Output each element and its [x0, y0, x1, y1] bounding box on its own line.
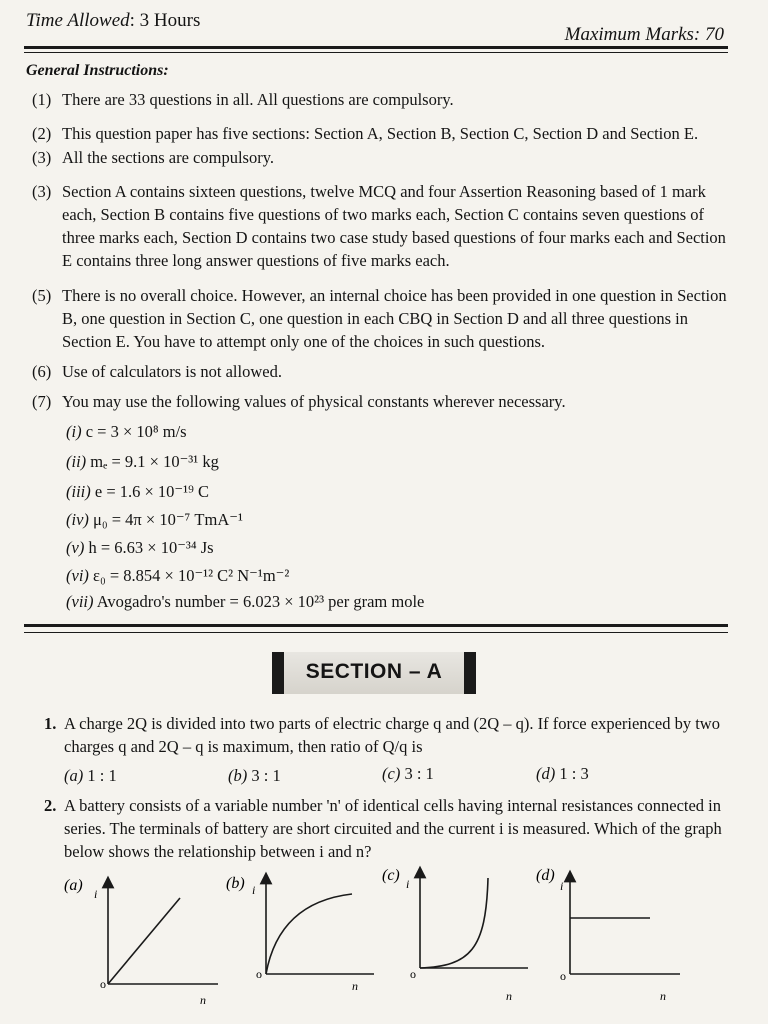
- instruction-number: (6): [32, 362, 52, 381]
- graph-x-label: n: [506, 989, 512, 1003]
- constant-value: ε₀ = 8.854 × 10⁻¹² C² N⁻¹m⁻²: [93, 566, 290, 585]
- graph-x-label: n: [352, 979, 358, 993]
- time-allowed-value: : 3 Hours: [129, 10, 201, 31]
- instruction-text: There is no overall choice. However, an internal choice has been provided in one question in Section B, one question in Section C, one question in each CBQ in Section D and all three questions in Section E. You have to attempt only one of the choices in such questions.: [62, 286, 727, 351]
- question-text: A battery consists of a variable number 'n' of identical cells having internal resistances connected in series. The terminals of battery are short circuited and the current i is measured. Which of the graph below shows the relationship between i and n?: [64, 796, 722, 861]
- instruction-item: [32, 88, 728, 111]
- graph-y-label: i: [94, 887, 98, 901]
- general-instructions-title: General Instructions:: [26, 62, 169, 79]
- constant-permeability: [66, 510, 243, 530]
- constant-index: (iv): [66, 510, 89, 529]
- maximum-marks: Maximum Marks: 70: [564, 24, 724, 45]
- constant-index: (v): [66, 538, 85, 557]
- question-number: 1.: [44, 714, 57, 733]
- instruction-number: (1): [32, 90, 52, 109]
- header-rule: [24, 46, 728, 49]
- q2-graph-c[interactable]: [382, 867, 528, 1003]
- instruction-item: [32, 146, 728, 169]
- option-text: 3 : 1: [404, 764, 434, 783]
- section-rule: [24, 624, 728, 627]
- option-label: (c): [382, 764, 401, 783]
- q2-graph-b[interactable]: [226, 875, 374, 993]
- instruction-text: All the sections are compulsory.: [62, 148, 275, 167]
- instruction-number: (3): [32, 148, 52, 167]
- section-title: SECTION – A: [305, 660, 443, 683]
- constant-speed-of-light: [66, 422, 187, 442]
- constant-index: (ii): [66, 452, 87, 471]
- constant-electron-mass: [66, 452, 219, 472]
- instruction-text: You may use the following values of physical constants wherever necessary.: [62, 392, 566, 411]
- graph-curve: [420, 878, 488, 968]
- constant-permittivity: [66, 566, 289, 586]
- constant-value: Avogadro's number = 6.023 × 10²³ per gram mole: [96, 592, 425, 611]
- graph-label: (a): [64, 877, 83, 894]
- banner-bar-left: [272, 652, 284, 694]
- q1-option-a[interactable]: [64, 766, 117, 786]
- constant-index: (vii): [66, 592, 94, 611]
- option-label: (b): [228, 766, 248, 785]
- graph-curve: [266, 894, 352, 974]
- graph-y-label: i: [560, 879, 564, 893]
- graph-label: (d): [536, 867, 555, 884]
- constant-index: (vi): [66, 566, 89, 585]
- q1-option-c[interactable]: [382, 764, 434, 784]
- constant-value: h = 6.63 × 10⁻³⁴ Js: [88, 538, 214, 557]
- constant-value: c = 3 × 10⁸ m/s: [85, 422, 187, 441]
- instruction-item: [32, 360, 728, 383]
- instruction-number: (5): [32, 286, 52, 305]
- graph-y-label: i: [252, 883, 256, 897]
- q2-graph-options: [0, 860, 768, 1010]
- instruction-item: [32, 180, 728, 272]
- constant-value: μ₀ = 4π × 10⁻⁷ TmA⁻¹: [93, 510, 243, 529]
- graph-origin-label: o: [100, 977, 106, 991]
- instruction-number: (2): [32, 124, 52, 143]
- instruction-text: Section A contains sixteen questions, twelve MCQ and four Assertion Reasoning based of 1 mark each, Section B contains five questions of two marks each, Section C contains seven questions of three marks each, Section D contains two case study based questions of four marks each and Section E contains three long answer questions of five marks each.: [62, 182, 726, 270]
- option-text: 1 : 3: [559, 764, 589, 783]
- graph-x-label: n: [200, 993, 206, 1007]
- banner-bar-right: [464, 652, 476, 694]
- option-text: 1 : 1: [87, 766, 117, 785]
- graph-origin-label: o: [560, 969, 566, 983]
- time-allowed: [26, 10, 200, 32]
- constant-index: (i): [66, 422, 82, 441]
- option-text: 3 : 1: [251, 766, 281, 785]
- instruction-item: [32, 390, 728, 413]
- graph-origin-label: o: [410, 967, 416, 981]
- instruction-item: [32, 284, 728, 353]
- instruction-text: There are 33 questions in all. All questions are compulsory.: [62, 90, 454, 109]
- header-rule-thin: [24, 52, 728, 53]
- graph-label: (c): [382, 867, 400, 884]
- option-label: (a): [64, 766, 84, 785]
- section-a-banner: [272, 652, 476, 694]
- instruction-item: [32, 122, 728, 145]
- graph-y-label: i: [406, 877, 410, 891]
- q1-option-d[interactable]: [536, 764, 589, 784]
- question-text: A charge 2Q is divided into two parts of electric charge q and (2Q – q). If force experienced by two charges q and 2Q – q is maximum, then ratio of Q/q is: [64, 714, 720, 756]
- constant-index: (iii): [66, 482, 91, 501]
- graph-origin-label: o: [256, 967, 262, 981]
- constant-planck: [66, 538, 214, 558]
- option-label: (d): [536, 764, 556, 783]
- constant-value: e = 1.6 × 10⁻¹⁹ C: [94, 482, 209, 501]
- graph-curve: [108, 898, 180, 984]
- constant-avogadro: [66, 592, 424, 612]
- instruction-number: (7): [32, 392, 52, 411]
- question-1: [44, 712, 730, 758]
- section-rule-thin: [24, 632, 728, 633]
- instruction-number: (3): [32, 182, 52, 201]
- instruction-text: This question paper has five sections: Section A, Section B, Section C, Section D and Section E.: [62, 124, 699, 143]
- q1-option-b[interactable]: [228, 766, 281, 786]
- constant-electron-charge: [66, 482, 209, 502]
- instruction-text: Use of calculators is not allowed.: [62, 362, 282, 381]
- question-2: [44, 794, 730, 863]
- question-number: 2.: [44, 796, 57, 815]
- time-allowed-label: Time Allowed: [26, 10, 130, 31]
- graph-x-label: n: [660, 989, 666, 1003]
- q2-graph-a[interactable]: [64, 877, 218, 1007]
- constant-value: mₑ = 9.1 × 10⁻³¹ kg: [90, 452, 219, 471]
- q2-graph-d[interactable]: [536, 867, 680, 1003]
- graph-label: (b): [226, 875, 245, 892]
